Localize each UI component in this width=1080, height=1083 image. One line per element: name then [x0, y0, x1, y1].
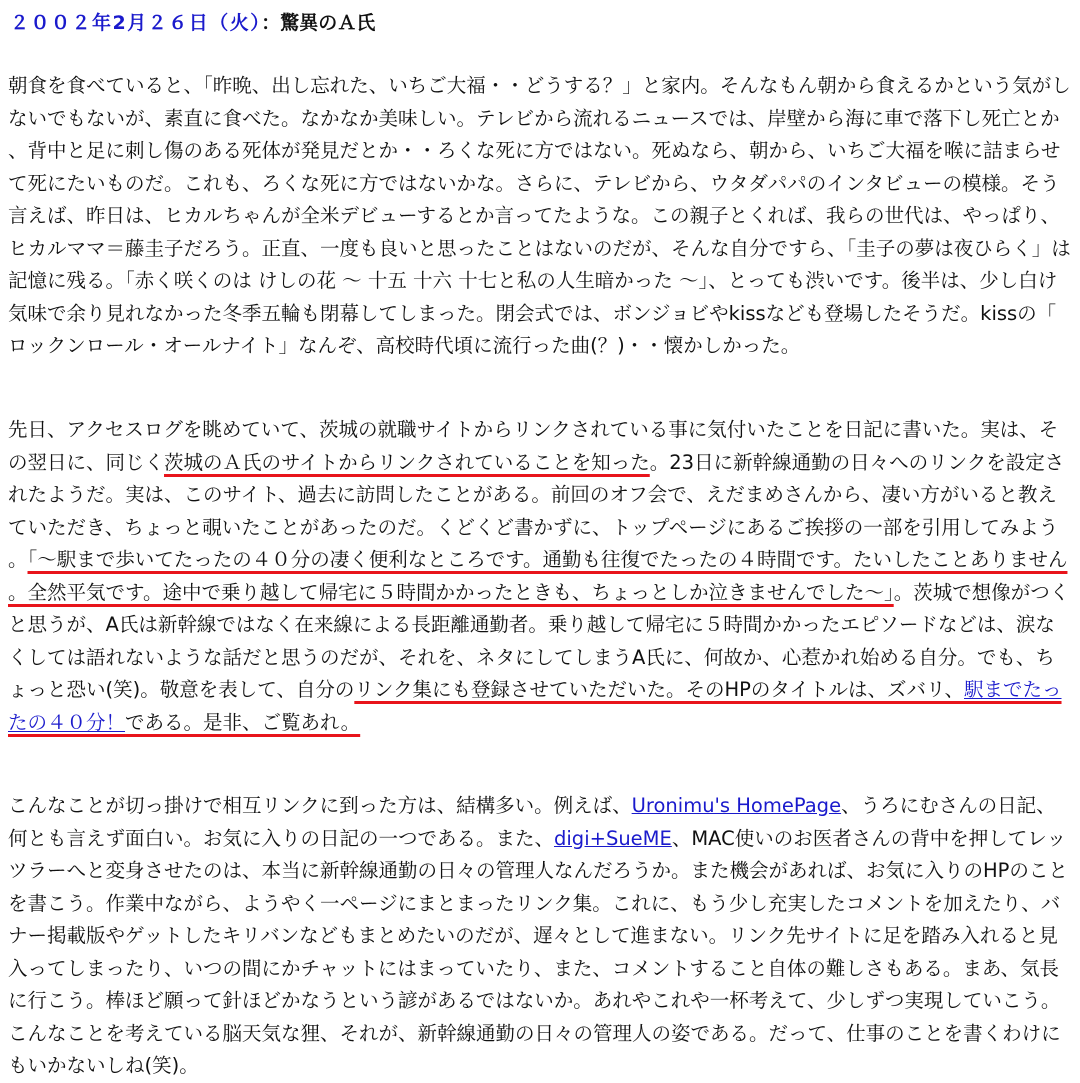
- entry-date: ２００２年2月２６日（火）: [10, 12, 262, 34]
- link-eki-made-40pun[interactable]: 駅までたったの４０分！: [8, 678, 1062, 734]
- paragraph-text: 先日、アクセスログを眺めていて、茨城の就職サイトからリンクされている事に気付いたことを日記に書いた。実は、その翌日に、同じく: [8, 418, 1059, 474]
- paragraph-breakfast: 朝食を食べていると、「昨晩、出し忘れた、いちご大福・・どうする？」と家内。そんなもん朝から食えるかという気がしないでもないが、素直に食べた。なかなか美味しい。テレビから流れるニュースでは、岸壁から海に車で落下し死亡とか、背中と足に刺し傷のある死体が発見だとか・・ろくな死に方ではない。死ぬなら、朝から、いちご大福を喉に詰まらせて死にたいものだ。これも、ろくな死に方ではないかな。さらに、テレビから、ウタダパパのインタビューの模様。そう言えば、昨日は、ヒカルちゃんが全米デビューするとか言ってたような。この親子とくれば、我らの世代は、やっぱり、ヒカルママ＝藤圭子だろう。正直、一度も良いと思ったことはないのだが、そんな自分ですら、「圭子の夢は夜ひらく」は記憶に残る。「赤く咲くのは けしの花 ～ 十五 十六 十七と私の人生暗かった ～」、とっても渋いです。後半は、少し白け気味で余り見れなかった冬季五輪も閉幕してしまった。閉会式では、ボンジョビやkissなども登場したそうだ。kissの「ロックンロール・オールナイト」なんぞ、高校時代頃に流行った曲(？)・・懐かしかった。: [8, 74, 1071, 357]
- entry-title: 驚異のＡ氏: [280, 12, 376, 34]
- heading-separator: ：: [261, 12, 281, 34]
- paragraph-text: こんなことが切っ掛けで相互リンクに到った方は、結構多い。例えば、: [8, 794, 632, 817]
- entry-heading: [10, 9, 375, 37]
- paragraph-text: 。茨城で想像がつくと思うが、A氏は新幹線ではなく在来線による長距離通勤者。乗り越して帰宅に５時間かかったエピソードなどは、涙なくしては語れないような話だと思うのだが、それを、ネタにしてしまうA氏に、何故か、心惹かれ始める自分。でも、ちょっと恐い(笑)。敬意を表して、自分の: [8, 580, 1070, 701]
- highlighted-text: リンク集にも登録させていただいた。そのHPのタイトルは、ズバリ、: [354, 678, 964, 701]
- link-digi-sueme[interactable]: digi+SueME: [554, 826, 672, 850]
- paragraph-text: 、うろにむさんの日記、何とも言えず面白い。お気に入りの日記の一つである。また、: [8, 794, 1056, 850]
- highlighted-quote: 「～駅まで歩いてたったの４０分の凄く便利なところです。通勤も往復でたったの４時間です。たいしたことありません。全然平気です。途中で乗り越して帰宅に５時間かかったときも、ちょっとしか泣きませんでした～」: [8, 548, 1068, 604]
- highlighted-text: である。是非、ご覧あれ。: [125, 710, 361, 734]
- link-uronimu-homepage[interactable]: Uronimu's HomePage: [631, 794, 842, 817]
- paragraph-mutual-links: [8, 790, 1072, 1083]
- paragraph-link-mr-a: [8, 414, 1072, 739]
- paragraph-text: 、MAC使いのお医者さんの背中を押してレッツラーへと変身させたのは、本当に新幹線通勤の日々の管理人なんだろうか。また機会があれば、お気に入りのHPのことを書こう。作業中ながら、ようやく一ページにまとまったリンク集。これに、もう少し充実したコメントを加えたり、バナー掲載版やゲットしたキリバンなどもまとめたいのだが、遅々として進まない。リンク先サイトに足を踏み入れると見入ってしまったり、いつの間にかチャットにはまっていたり、また、コメントすること自体の難しさもある。まあ、気長に行こう。棒ほど願って針ほどかなうという諺があるではないか。あれやこれや一杯考えて、少しずつ実現していこう。こんなことを考えている脳天気な狸、それが、新幹線通勤の日々の管理人の姿である。だって、仕事のことを書くわけにもいかないしね(笑)。: [8, 826, 1068, 1077]
- paragraph-text: 。23日に新幹線通勤の日々へのリンクを設定されたようだ。実は、このサイト、過去に訪問したことがある。前回のオフ会で、えだまめさんから、凄い方がいると教えていただき、ちょっと覗いたことがあったのだ。くどくど書かずに、トップページにあるご挨拶の一部を引用してみよう。: [8, 450, 1065, 571]
- highlighted-text: 茨城のＡ氏のサイトからリンクされていることを知った: [164, 450, 650, 474]
